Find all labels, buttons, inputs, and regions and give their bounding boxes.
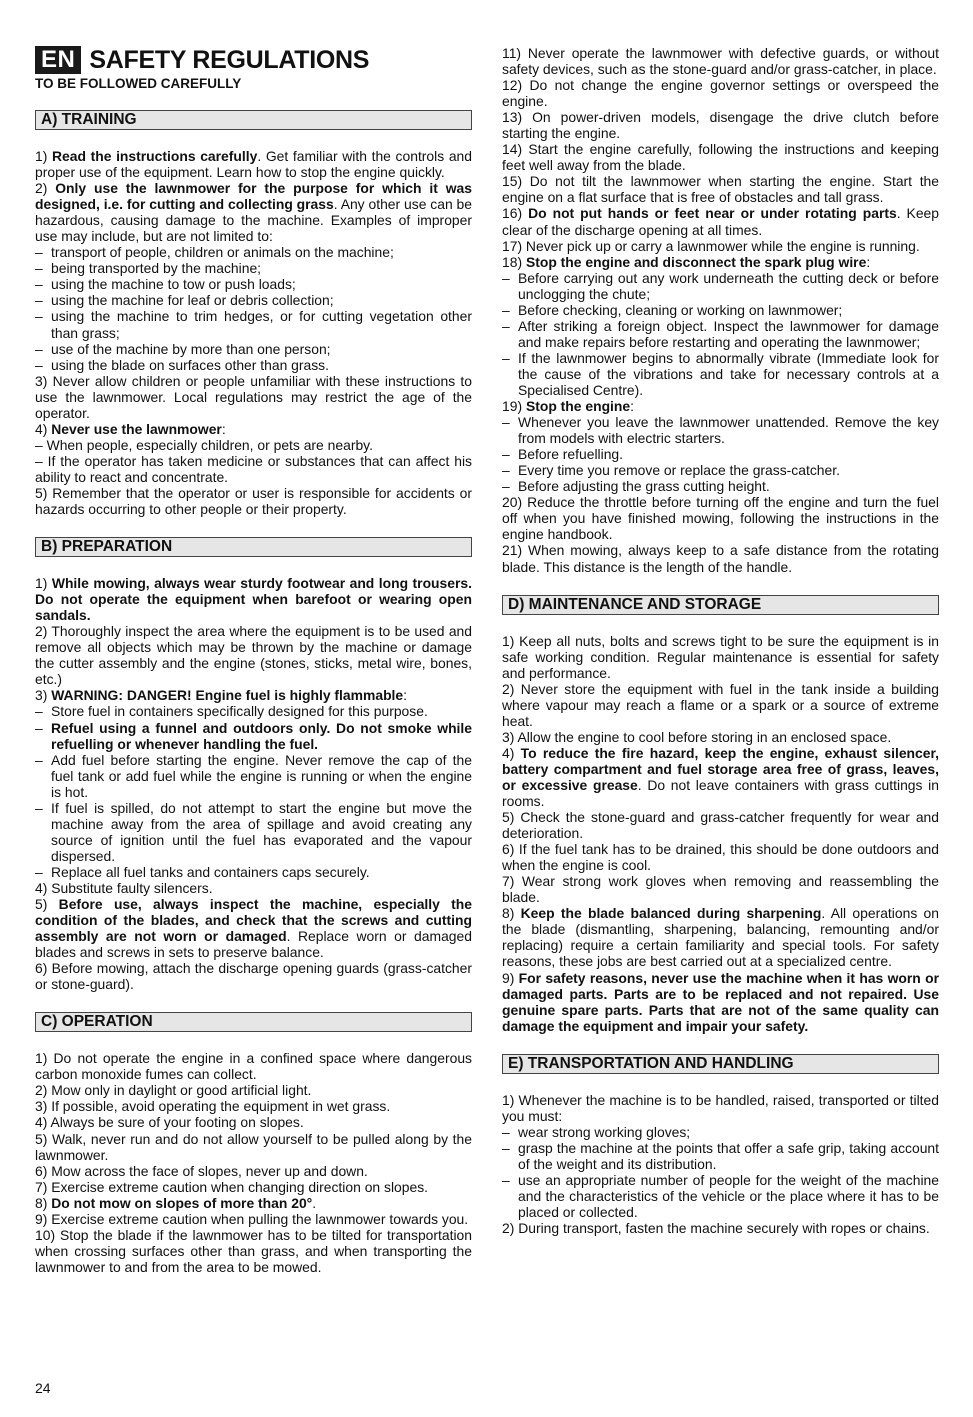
paragraph: 11) Never operate the lawnmower with defective guards, or without safety devices, such as the stone-guard and/or grass-catcher, in place. [502, 45, 939, 78]
list-item: – Store fuel in containers specifically designed for this purpose. [35, 703, 472, 719]
paragraph: 6) Mow across the face of slopes, never up and down. [35, 1162, 368, 1179]
paragraph: 21) When mowing, always keep to a safe distance from the rotating blade. This distance is the length of the handle. [502, 542, 939, 575]
paragraph: 2) Only use the lawnmower for the purpose for which it was designed, i.e. for cutting and collecting grass. Any other use can be hazardous, causing damage to the machine. Examples of improper use may include, but are not limited to: [35, 180, 472, 245]
page-title: SAFETY REGULATIONS [89, 45, 370, 74]
list-item: – being transported by the machine; [35, 260, 472, 276]
paragraph: 12) Do not change the engine governor settings or overspeed the engine. [502, 77, 939, 110]
section-heading-maintenance: D) MAINTENANCE AND STORAGE [502, 595, 939, 615]
list-item: – using the blade on surfaces other than grass. [35, 357, 472, 373]
list-item: – Whenever you leave the lawnmower unattended. Remove the key from models with electric starters. [502, 414, 939, 446]
paragraph: 9) Exercise extreme caution when pulling the lawnmower towards you. [35, 1210, 469, 1227]
list-item: – If fuel is spilled, do not attempt to start the engine but move the machine away from the area of spillage and avoid creating any source of ignition until the fuel has evaporated and the vapour dispersed. [35, 800, 472, 864]
paragraph: 1) Do not operate the engine in a confined space where dangerous carbon monoxide fumes can collect. [35, 1050, 472, 1083]
paragraph: 18) Stop the engine and disconnect the spark plug wire: [502, 253, 871, 270]
paragraph: – When people, especially children, or pets are nearby. [35, 436, 373, 453]
paragraph: 13) On power-driven models, disengage the drive clutch before starting the engine. [502, 109, 939, 142]
paragraph: 9) For safety reasons, never use the machine when it has worn or damaged parts. Parts are to be replaced and not repaired. Use genuine spare parts. Parts that are not of the same quality can damage the equipment and impair your safety. [502, 969, 939, 1034]
list-item: – grasp the machine at the points that offer a safe grip, taking account of the weight and its distribution. [502, 1140, 939, 1172]
paragraph: 5) Check the stone-guard and grass-catcher frequently for wear and deterioration. [502, 809, 939, 842]
list-item: – using the machine to trim hedges, or for cutting vegetation other than grass; [35, 308, 472, 340]
right-column [502, 45, 939, 1236]
list-item: – After striking a foreign object. Inspect the lawnmower for damage and make repairs before restarting and operating the lawnmower; [502, 318, 939, 350]
paragraph: 4) Substitute faulty silencers. [35, 879, 213, 896]
paragraph: 2) Thoroughly inspect the area where the equipment is to be used and remove all objects which may be thrown by the machine or damage the cutter assembly and the engine (stones, sticks, metal wire, bones, etc.) [35, 623, 472, 688]
section-heading-preparation: B) PREPARATION [35, 537, 472, 557]
language-badge: EN [35, 46, 81, 74]
paragraph: 3) If possible, avoid operating the equipment in wet grass. [35, 1098, 391, 1115]
page-subtitle: TO BE FOLLOWED CAREFULLY [35, 76, 242, 91]
paragraph: 20) Reduce the throttle before turning off the engine and turn the fuel off when you have finished mowing, following the instructions in the engine handbook. [502, 494, 939, 543]
paragraph: 7) Exercise extreme caution when changing direction on slopes. [35, 1178, 429, 1195]
list-item: – Before carrying out any work underneath the cutting deck or before unclogging the chute; [502, 270, 939, 302]
section-heading-transportation: E) TRANSPORTATION AND HANDLING [502, 1054, 939, 1074]
left-column [35, 45, 472, 1275]
paragraph: 19) Stop the engine: [502, 398, 634, 415]
list-item: – using the machine to tow or push loads; [35, 276, 472, 292]
list-item: – Before refuelling. [502, 446, 939, 462]
paragraph: 1) Read the instructions carefully. Get familiar with the controls and proper use of the equipment. Learn how to stop the engine quickly. [35, 148, 472, 181]
list-item: – If the lawnmower begins to abnormally vibrate (Immediate look for the cause of the vibrations and take for necessary controls at a Specialised Centre). [502, 350, 939, 398]
paragraph: 14) Start the engine carefully, following the instructions and keeping feet well away from the blade. [502, 141, 939, 174]
paragraph: 3) Never allow children or people unfamiliar with these instructions to use the lawnmower. Local regulations may restrict the age of the operator. [35, 372, 472, 421]
title-row [35, 45, 472, 75]
list-item: – using the machine for leaf or debris collection; [35, 292, 472, 308]
paragraph: 6) Before mowing, attach the discharge opening guards (grass-catcher or stone-guard). [35, 960, 472, 993]
paragraph: 10) Stop the blade if the lawnmower has to be tilted for transportation when crossing surfaces other than grass, and when transporting the lawnmower to and from the area to be mowed. [35, 1226, 472, 1275]
list-item: – Before checking, cleaning or working on lawnmower; [502, 302, 939, 318]
paragraph: 17) Never pick up or carry a lawnmower while the engine is running. [502, 237, 920, 254]
list-item: – Refuel using a funnel and outdoors only. Do not smoke while refuelling or whenever handling the fuel. [35, 720, 472, 752]
paragraph: 16) Do not put hands or feet near or under rotating parts. Keep clear of the discharge opening at all times. [502, 205, 939, 238]
paragraph: 1) Keep all nuts, bolts and screws tight to be sure the equipment is in safe working condition. Regular maintenance is essential for safety and performance. [502, 632, 939, 681]
paragraph: 6) If the fuel tank has to be drained, this should be done outdoors and when the engine is cool. [502, 841, 939, 874]
section-heading-operation: C) OPERATION [35, 1012, 472, 1032]
paragraph: 5) Walk, never run and do not allow yourself to be pulled along by the lawnmower. [35, 1130, 472, 1163]
paragraph: 1) Whenever the machine is to be handled, raised, transported or tilted you must: [502, 1091, 939, 1124]
paragraph: 4) Always be sure of your footing on slopes. [35, 1114, 304, 1131]
list-item: – transport of people, children or animals on the machine; [35, 244, 472, 260]
list-item: – Add fuel before starting the engine. Never remove the cap of the fuel tank or add fuel while the engine is running or when the engine is hot. [35, 752, 472, 800]
list-item: – use an appropriate number of people for the weight of the machine and the characteristics of the vehicle or the place where it has to be placed or collected. [502, 1172, 939, 1220]
paragraph: 15) Do not tilt the lawnmower when starting the engine. Start the engine on a flat surface that is free of obstacles and tall grass. [502, 173, 939, 206]
list-item: – use of the machine by more than one person; [35, 341, 472, 357]
paragraph: 3) Allow the engine to cool before storing in an enclosed space. [502, 728, 892, 745]
paragraph: 5) Remember that the operator or user is responsible for accidents or hazards occurring to other people or their property. [35, 484, 472, 518]
section-heading-training: A) TRAINING [35, 110, 472, 130]
list-item: – Before adjusting the grass cutting height. [502, 478, 939, 494]
paragraph: 8) Keep the blade balanced during sharpening. All operations on the blade (dismantling, sharpening, balancing, remounting and/or replacing) require a certain familiarity and special tools. For safety reasons, these jobs are best carried out at a specialized centre. [502, 905, 939, 970]
list-item: – wear strong working gloves; [502, 1124, 939, 1140]
paragraph: 8) Do not mow on slopes of more than 20°. [35, 1194, 317, 1211]
paragraph: 4) Never use the lawnmower: [35, 420, 226, 437]
page-number: 24 [35, 1380, 51, 1396]
paragraph: 2) Mow only in daylight or good artificial light. [35, 1082, 312, 1099]
list-item: – Replace all fuel tanks and containers caps securely. [35, 864, 472, 880]
paragraph: 3) WARNING: DANGER! Engine fuel is highly flammable: [35, 687, 408, 704]
paragraph: 2) Never store the equipment with fuel in the tank inside a building where vapour may reach a flame or a spark or a source of extreme heat. [502, 680, 939, 729]
paragraph: 2) During transport, fasten the machine securely with ropes or chains. [502, 1220, 930, 1237]
paragraph: 7) Wear strong work gloves when removing and reassembling the blade. [502, 873, 939, 906]
paragraph: 1) While mowing, always wear sturdy footwear and long trousers. Do not operate the equipment when barefoot or wearing open sandals. [35, 575, 472, 624]
paragraph: 5) Before use, always inspect the machine, especially the condition of the blades, and check that the screws and cutting assembly are not worn or damaged. Replace worn or damaged blades and screws in sets to preserve balance. [35, 896, 472, 961]
paragraph: – If the operator has taken medicine or substances that can affect his ability to react and concentrate. [35, 452, 472, 485]
paragraph: 4) To reduce the fire hazard, keep the engine, exhaust silencer, battery compartment and fuel storage area free of grass, leaves, or excessive grease. Do not leave containers with grass cuttings in rooms. [502, 744, 939, 810]
list-item: – Every time you remove or replace the grass-catcher. [502, 462, 939, 478]
